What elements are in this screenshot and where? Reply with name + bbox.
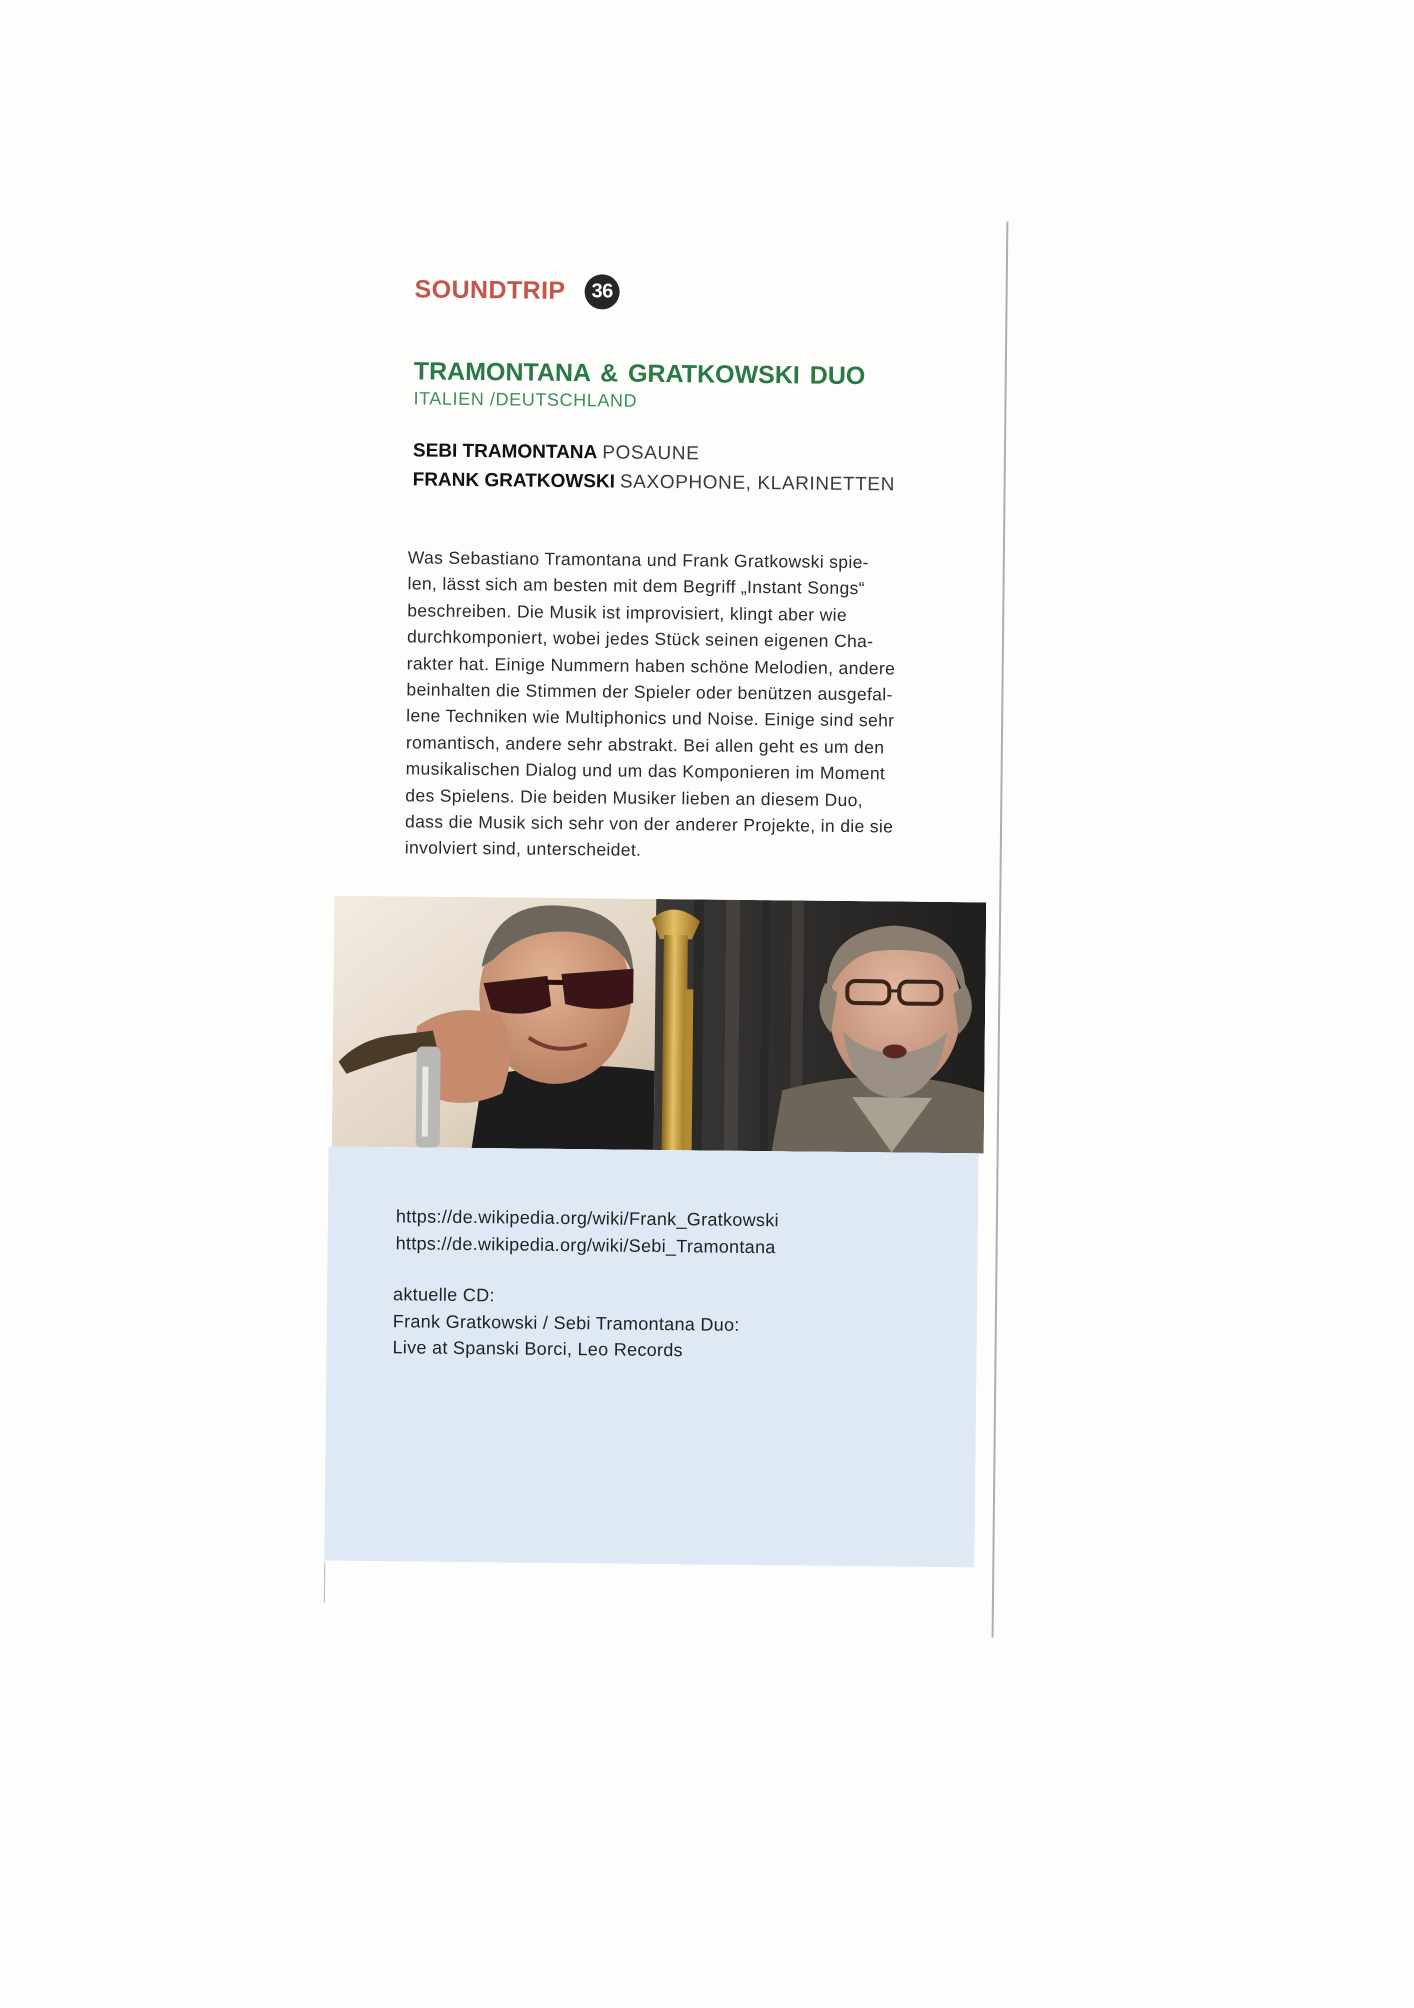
lineup-row (413, 439, 700, 466)
description-line: romantisch, andere sehr abstrakt. Bei allen geht es um den (405, 732, 885, 758)
description-line: lene Techniken wie Multiphonics und Noise. Einige sind sehr (406, 705, 895, 731)
description-line: des Spielens. Die beiden Musiker lieben an diesem Duo, (405, 784, 864, 810)
page-title: TRAMONTANA & GRATKOWSKI DUO (413, 357, 866, 391)
photo-left-musician (332, 896, 657, 1150)
origin-subtitle: ITALIEN /DEUTSCHLAND (413, 388, 638, 411)
links-list (396, 1203, 779, 1260)
description-line: beinhalten die Stimmen der Spieler oder benützen ausgefal- (406, 679, 893, 705)
lineup-row (413, 468, 896, 497)
duo-photo (332, 896, 987, 1154)
musician-instrument: SAXOPHONE, KLARINETTEN (619, 471, 896, 496)
description-line: Was Sebastiano Tramontana und Frank Gratkowski spie- (407, 547, 870, 573)
cd-label: aktuelle CD: (393, 1284, 495, 1306)
description-line: beschreiben. Die Musik ist improvisiert, klingt aber wie (407, 600, 848, 625)
series-number-badge: 36 (584, 274, 619, 309)
description-paragraph (405, 544, 968, 867)
description-line: durchkomponiert, wobei jedes Stück seinen eigenen Cha- (406, 626, 874, 652)
musician-name: FRANK GRATKOWSKI (412, 469, 616, 493)
flyer-left-edge (324, 1563, 325, 1603)
wikipedia-link: https://de.wikipedia.org/wiki/Frank_Gratkowski (395, 1206, 779, 1231)
series-label: SOUNDTRIP (414, 275, 566, 305)
musician-name: SEBI TRAMONTANA (412, 440, 598, 464)
cd-line: Live at Spanski Borci, Leo Records (392, 1337, 683, 1361)
description-line: involviert sind, unterscheidet. (404, 837, 642, 861)
duo-photo-image (332, 896, 987, 1154)
musician-instrument: POSAUNE (602, 442, 700, 465)
description-line: musikalischen Dialog und um das Komponieren im Moment (405, 758, 886, 784)
cd-line: Frank Gratkowski / Sebi Tramontana Duo: (392, 1310, 740, 1335)
description-line: len, lässt sich am besten mit dem Begriff „Instant Songs“ (407, 573, 865, 599)
description-line: rakter hat. Einige Nummern haben schöne Melodien, andere (406, 652, 896, 679)
flyer-right-edge (992, 222, 1008, 1638)
photo-right-musician (650, 899, 987, 1153)
wikipedia-link: https://de.wikipedia.org/wiki/Sebi_Tramontana (395, 1232, 776, 1257)
description-line: dass die Musik sich sehr von der anderer Projekte, in die sie (404, 811, 894, 837)
current-cd (392, 1281, 740, 1364)
